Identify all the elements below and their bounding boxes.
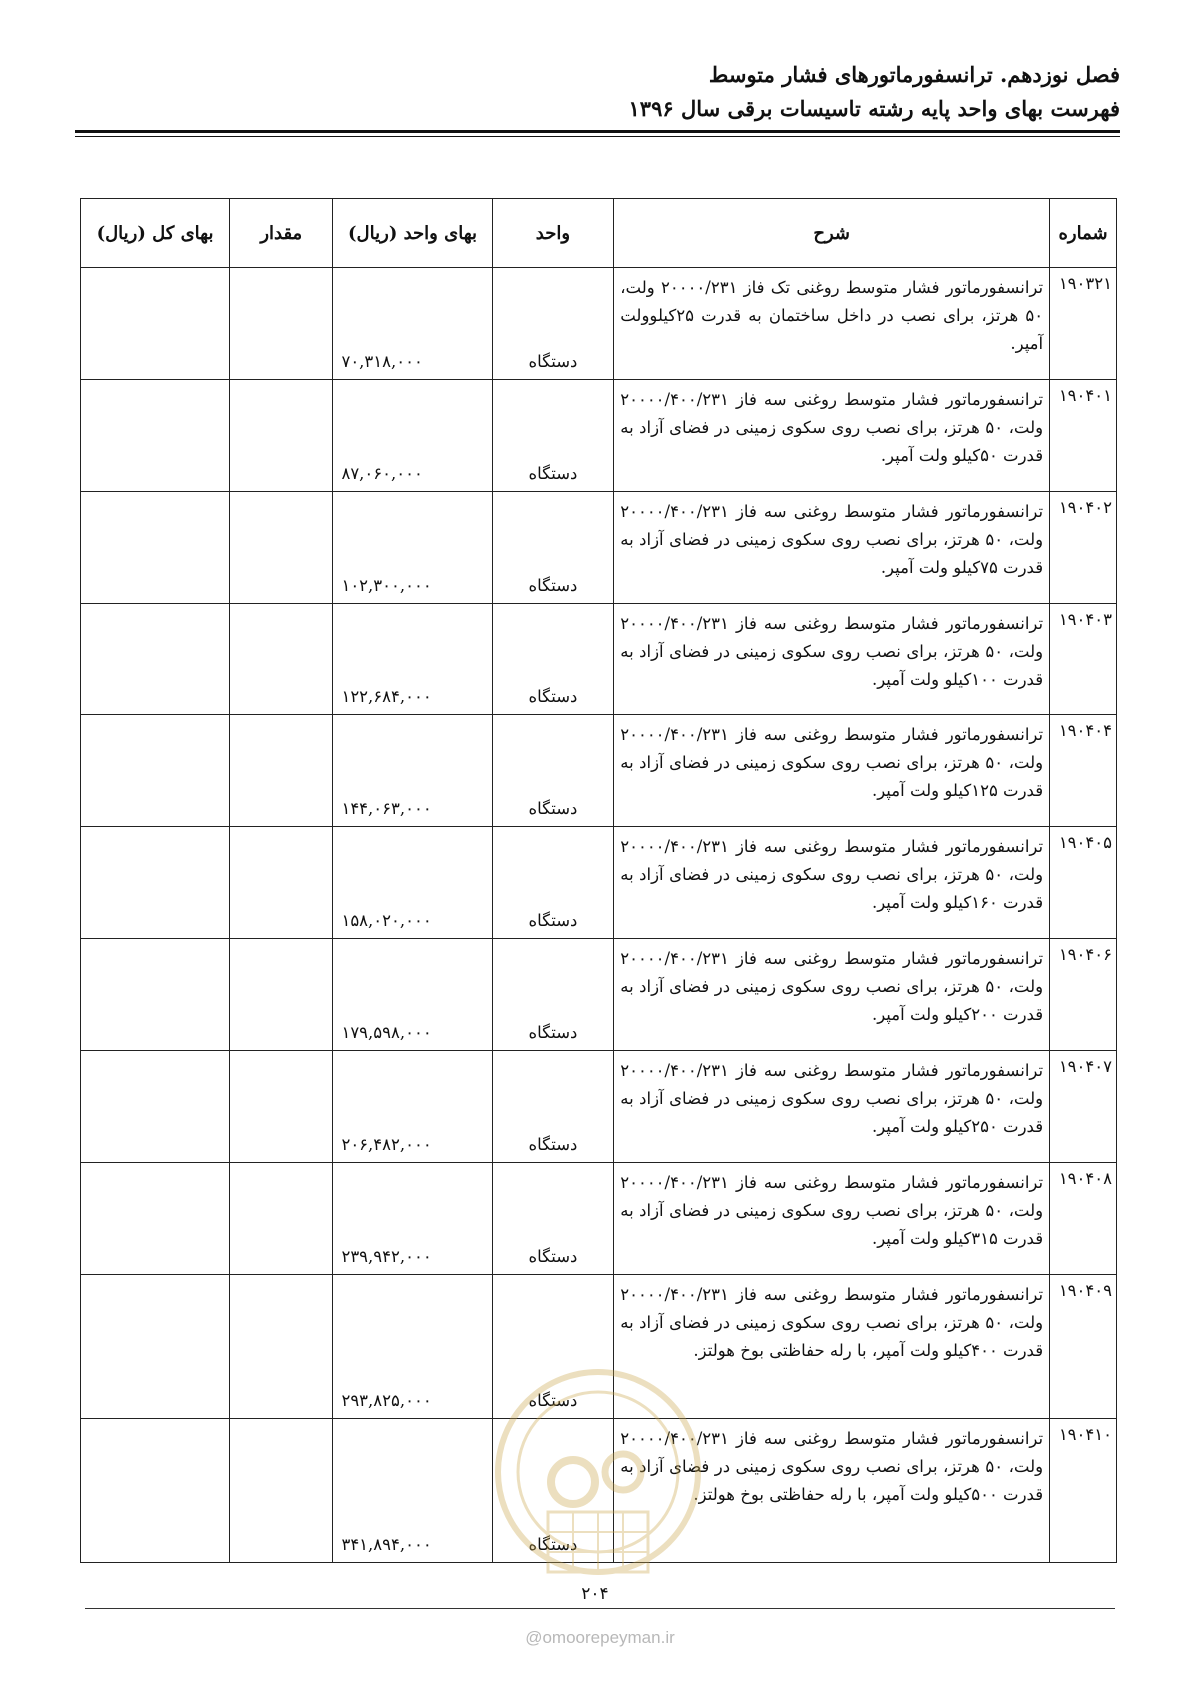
item-description: ترانسفورماتور فشار متوسط روغنی سه فاز ۲۰۰۰۰/۴۰۰/۲۳۱ ولت، ۵۰ هرتز، برای نصب روی سکوی زمینی در فضای آزاد به قدرت ۲۰۰کیلو ولت آمپر.: [614, 939, 1050, 1051]
price-list-table: [80, 198, 1117, 1563]
item-quantity: [230, 1162, 333, 1274]
item-total-price: [81, 939, 230, 1051]
table-row: [81, 603, 1117, 715]
table-row: [81, 1418, 1117, 1562]
table-row: [81, 1274, 1117, 1418]
item-quantity: [230, 603, 333, 715]
item-total-price: [81, 603, 230, 715]
item-quantity: [230, 939, 333, 1051]
item-unit: دستگاه: [492, 939, 614, 1051]
item-number: ۱۹۰۴۰۱: [1050, 379, 1117, 491]
item-unit: دستگاه: [492, 268, 614, 380]
item-unit: دستگاه: [492, 491, 614, 603]
item-description: ترانسفورماتور فشار متوسط روغنی سه فاز ۲۰۰۰۰/۴۰۰/۲۳۱ ولت، ۵۰ هرتز، برای نصب روی سکوی زمینی در فضای آزاد به قدرت ۴۰۰کیلو ولت آمپر، با رله حفاظتی بوخ هولتز.: [614, 1274, 1050, 1418]
item-total-price: [81, 715, 230, 827]
item-quantity: [230, 379, 333, 491]
item-number: ۱۹۰۴۰۶: [1050, 939, 1117, 1051]
item-number: ۱۹۰۴۰۸: [1050, 1162, 1117, 1274]
page-number: ۲۰۴: [581, 1584, 609, 1604]
item-unit-price: ۱۴۴,۰۶۳,۰۰۰: [333, 715, 492, 827]
item-total-price: [81, 1162, 230, 1274]
column-header-number: شماره: [1050, 199, 1117, 268]
table-row: [81, 1162, 1117, 1274]
item-total-price: [81, 379, 230, 491]
item-unit-price: ۳۴۱,۸۹۴,۰۰۰: [333, 1418, 492, 1562]
item-unit: دستگاه: [492, 603, 614, 715]
table-row: [81, 491, 1117, 603]
item-number: ۱۹۰۴۱۰: [1050, 1418, 1117, 1562]
item-total-price: [81, 491, 230, 603]
item-number: ۱۹۰۴۰۳: [1050, 603, 1117, 715]
chapter-title: فصل نوزدهم. ترانسفورماتورهای فشار متوسط: [708, 62, 1120, 87]
item-unit: دستگاه: [492, 1051, 614, 1163]
table-row: [81, 268, 1117, 380]
item-unit: دستگاه: [492, 379, 614, 491]
table-row: [81, 715, 1117, 827]
item-description: ترانسفورماتور فشار متوسط روغنی سه فاز ۲۰۰۰۰/۴۰۰/۲۳۱ ولت، ۵۰ هرتز، برای نصب روی سکوی زمینی در فضای آزاد به قدرت ۱۶۰کیلو ولت آمپر.: [614, 827, 1050, 939]
table-row: [81, 827, 1117, 939]
table-row: [81, 1051, 1117, 1163]
item-description: ترانسفورماتور فشار متوسط روغنی تک فاز ۲۰۰۰۰/۲۳۱ ولت، ۵۰ هرتز، برای نصب در داخل ساختمان به قدرت ۲۵کیلوولت آمپر.: [614, 268, 1050, 380]
item-unit-price: ۱۰۲,۳۰۰,۰۰۰: [333, 491, 492, 603]
watermark-text: @omoorepeyman.ir: [525, 1628, 675, 1647]
header-rule-thick: [75, 130, 1120, 133]
item-description: ترانسفورماتور فشار متوسط روغنی سه فاز ۲۰۰۰۰/۴۰۰/۲۳۱ ولت، ۵۰ هرتز، برای نصب روی سکوی زمینی در فضای آزاد به قدرت ۵۰کیلو ولت آمپر.: [614, 379, 1050, 491]
item-quantity: [230, 491, 333, 603]
item-description: ترانسفورماتور فشار متوسط روغنی سه فاز ۲۰۰۰۰/۴۰۰/۲۳۱ ولت، ۵۰ هرتز، برای نصب روی سکوی زمینی در فضای آزاد به قدرت ۳۱۵کیلو ولت آمپر.: [614, 1162, 1050, 1274]
item-unit-price: ۸۷,۰۶۰,۰۰۰: [333, 379, 492, 491]
column-header-description: شرح: [614, 199, 1050, 268]
item-total-price: [81, 268, 230, 380]
document-title: فهرست بهای واحد پایه رشته تاسیسات برقی سال ۱۳۹۶: [628, 96, 1120, 121]
item-unit-price: ۷۰,۳۱۸,۰۰۰: [333, 268, 492, 380]
item-total-price: [81, 1274, 230, 1418]
item-description: ترانسفورماتور فشار متوسط روغنی سه فاز ۲۰۰۰۰/۴۰۰/۲۳۱ ولت، ۵۰ هرتز، برای نصب روی سکوی زمینی در فضای آزاد به قدرت ۵۰۰کیلو ولت آمپر، با رله حفاظتی بوخ هولتز.: [614, 1418, 1050, 1562]
column-header-unit: واحد: [492, 199, 614, 268]
footer-rule: [85, 1608, 1115, 1609]
table-row: [81, 379, 1117, 491]
item-description: ترانسفورماتور فشار متوسط روغنی سه فاز ۲۰۰۰۰/۴۰۰/۲۳۱ ولت، ۵۰ هرتز، برای نصب روی سکوی زمینی در فضای آزاد به قدرت ۱۰۰کیلو ولت آمپر.: [614, 603, 1050, 715]
item-quantity: [230, 715, 333, 827]
item-total-price: [81, 1418, 230, 1562]
item-description: ترانسفورماتور فشار متوسط روغنی سه فاز ۲۰۰۰۰/۴۰۰/۲۳۱ ولت، ۵۰ هرتز، برای نصب روی سکوی زمینی در فضای آزاد به قدرت ۲۵۰کیلو ولت آمپر.: [614, 1051, 1050, 1163]
column-header-total-price: بهای کل (ریال): [81, 199, 230, 268]
item-unit-price: ۲۳۹,۹۴۲,۰۰۰: [333, 1162, 492, 1274]
item-total-price: [81, 1051, 230, 1163]
item-description: ترانسفورماتور فشار متوسط روغنی سه فاز ۲۰۰۰۰/۴۰۰/۲۳۱ ولت، ۵۰ هرتز، برای نصب روی سکوی زمینی در فضای آزاد به قدرت ۷۵کیلو ولت آمپر.: [614, 491, 1050, 603]
page-header: [75, 58, 1120, 126]
header-rule-thin: [75, 136, 1120, 137]
item-total-price: [81, 827, 230, 939]
item-number: ۱۹۰۴۰۲: [1050, 491, 1117, 603]
item-number: ۱۹۰۴۰۷: [1050, 1051, 1117, 1163]
item-unit-price: ۱۵۸,۰۲۰,۰۰۰: [333, 827, 492, 939]
item-unit-price: ۱۷۹,۵۹۸,۰۰۰: [333, 939, 492, 1051]
table-row: [81, 939, 1117, 1051]
item-unit: دستگاه: [492, 1274, 614, 1418]
item-quantity: [230, 827, 333, 939]
item-quantity: [230, 1418, 333, 1562]
item-quantity: [230, 1274, 333, 1418]
item-number: ۱۹۰۴۰۴: [1050, 715, 1117, 827]
column-header-quantity: مقدار: [230, 199, 333, 268]
item-unit: دستگاه: [492, 1418, 614, 1562]
item-number: ۱۹۰۳۲۱: [1050, 268, 1117, 380]
item-unit: دستگاه: [492, 1162, 614, 1274]
table-header-row: [81, 199, 1117, 268]
column-header-unit-price: بهای واحد (ریال): [333, 199, 492, 268]
item-number: ۱۹۰۴۰۹: [1050, 1274, 1117, 1418]
item-number: ۱۹۰۴۰۵: [1050, 827, 1117, 939]
item-unit: دستگاه: [492, 827, 614, 939]
item-unit: دستگاه: [492, 715, 614, 827]
item-unit-price: ۱۲۲,۶۸۴,۰۰۰: [333, 603, 492, 715]
item-unit-price: ۲۹۳,۸۲۵,۰۰۰: [333, 1274, 492, 1418]
item-description: ترانسفورماتور فشار متوسط روغنی سه فاز ۲۰۰۰۰/۴۰۰/۲۳۱ ولت، ۵۰ هرتز، برای نصب روی سکوی زمینی در فضای آزاد به قدرت ۱۲۵کیلو ولت آمپر.: [614, 715, 1050, 827]
item-quantity: [230, 1051, 333, 1163]
item-unit-price: ۲۰۶,۴۸۲,۰۰۰: [333, 1051, 492, 1163]
item-quantity: [230, 268, 333, 380]
